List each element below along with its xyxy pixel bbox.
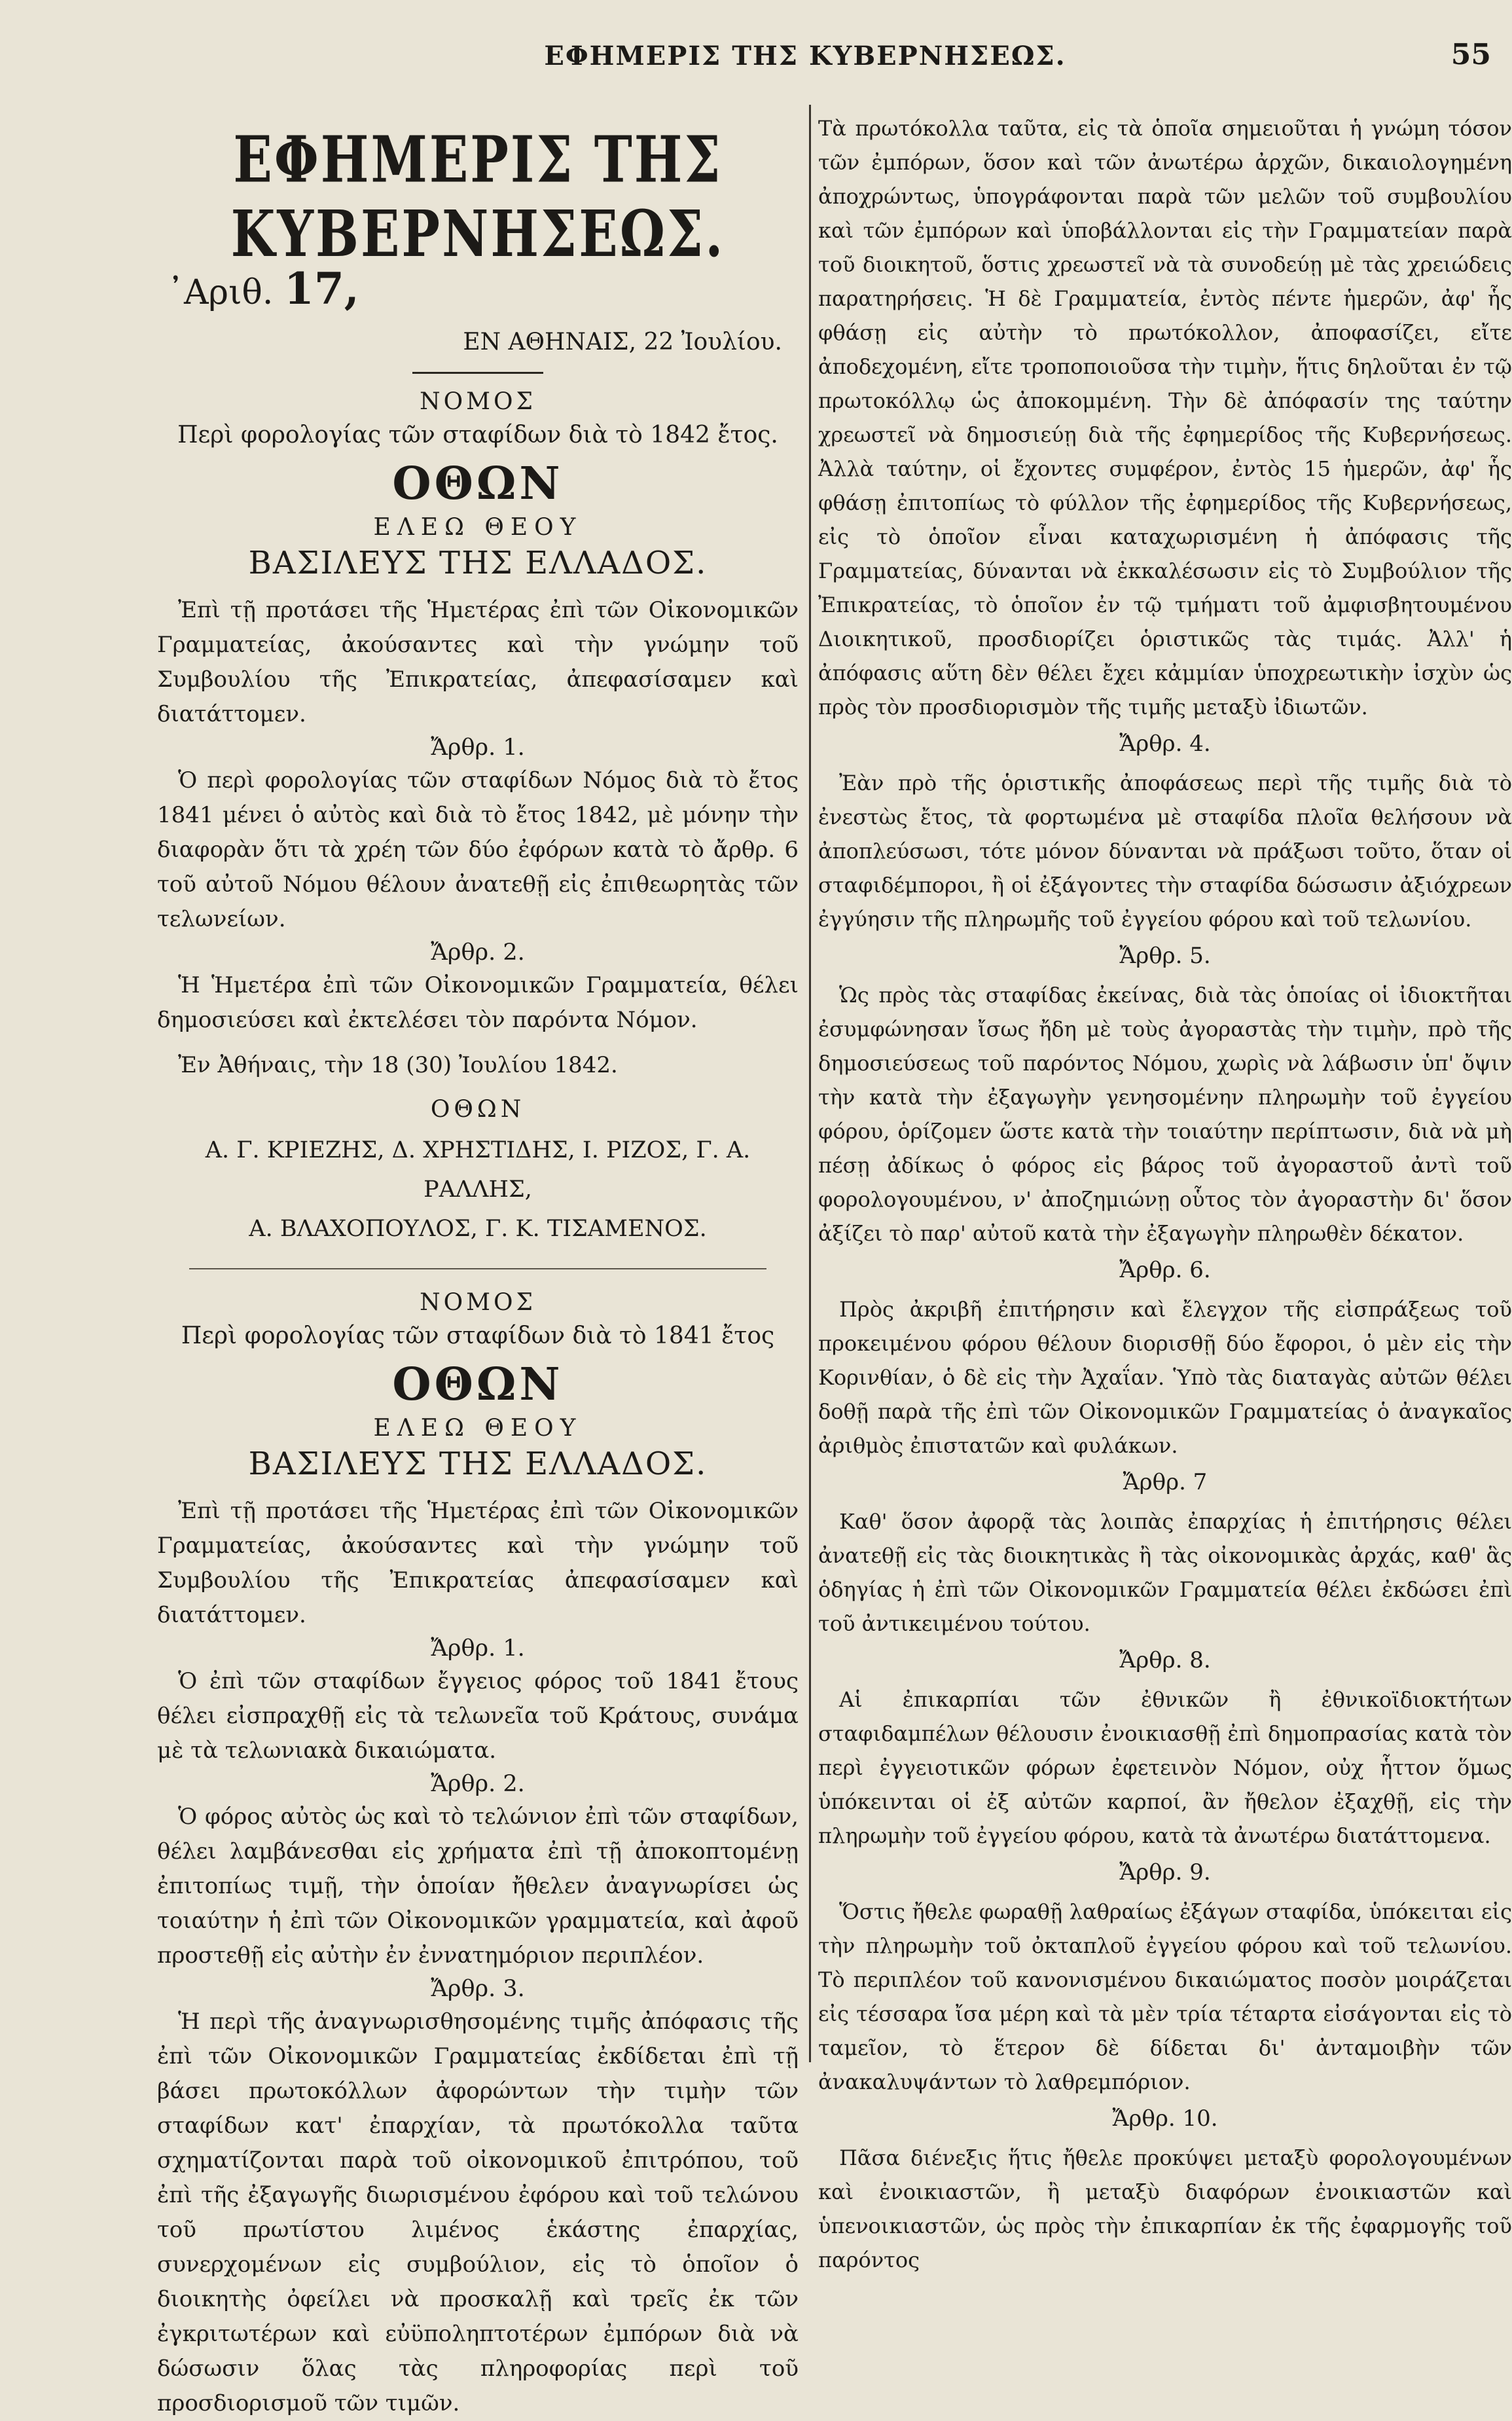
law2-grace: ΕΛΕΩ ΘΕΟΥ bbox=[373, 1415, 583, 1442]
masthead-info bbox=[157, 257, 799, 361]
left-column bbox=[157, 111, 799, 2421]
law2-king: ΟΘΩΝ bbox=[392, 1358, 564, 1411]
law1-article-1-heading: Ἄρθρ. 1. bbox=[431, 735, 525, 761]
law2-article-3-heading: Ἄρθρ. 3. bbox=[431, 1976, 525, 2002]
law1-king-title: ΒΑΣΙΛΕΥΣ ΤΗΣ ΕΛΛΑΔΟΣ. bbox=[248, 545, 708, 581]
law2-article-3: Ἡ περὶ τῆς ἀναγνωρισθησομένης τιμῆς ἀπόφασις τῆς ἐπὶ τῶν Οἰκονομικῶν Γραμματείας ἐκδίδεται ἐπὶ τῇ βάσει πρωτοκόλλων ἀφορώντων τὴν τιμὴν τῶν σταφίδων κατ' ἐπαρχίαν, τὰ πρωτόκολλα ταῦτα σχηματίζονται παρὰ τοῦ οἰκονομικοῦ ἐπιτρόπου, τοῦ ἐπὶ τῆς ἐξαγωγῆς διωρισμένου ἐφόρου καὶ τοῦ τελώνου τοῦ πρωτίστου λιμένος ἑκάστης ἐπαρχίας, συνερχομένων εἰς συμβούλιον, εἰς τὸ ὁποῖον ὁ διοικητὴς ὀφείλει νὰ προσκαλῇ καὶ τρεῖς ἐκ τῶν ἐγκριτωτέρων καὶ εὐϋποληπτοτέρων ἐμπόρων διὰ νὰ δώσωσιν ὅλας τὰς πληροφορίας περὶ τοῦ προσδιορισμοῦ τῶν τιμῶν. bbox=[157, 2009, 799, 2416]
section-divider bbox=[189, 1268, 766, 1269]
law2-article-8: Αἱ ἐπικαρπίαι τῶν ἐθνικῶν ἢ ἐθνικοϊδιοκτήτων σταφιδαμπέλων θέλουσιν ἐνοικιασθῇ ἐπὶ δημοπρασίας κατὰ τὸν περὶ ἐγγειοτικῶν φόρων ἐφετεινὸν Νόμον, οὐχ ἧττον ὅμως ὑπόκεινται οἱ ἐξ αὐτῶν καρποί, ἂν ἤθελον ἐξαχθῇ, εἰς τὴν πληρωμὴν τοῦ ἐγγείου φόρου, κατὰ τὰ ἀνωτέρω διατάττομενα. bbox=[818, 1687, 1512, 1848]
law2-article-7: Καθ' ὅσον ἀφορᾷ τὰς λοιπὰς ἐπαρχίας ἡ ἐπιτήρησις θέλει ἀνατεθῇ εἰς τὰς διοικητικὰς ἢ τὰς οἰκονομικὰς ἀρχάς, καθ' ἃς ὁδηγίας ἡ ἐπὶ τῶν Οἰκονομικῶν Γραμματεία θέλει ἐκδώσει ἐπὶ τοῦ ἀντικειμένου τούτου. bbox=[818, 1509, 1512, 1636]
column-divider bbox=[809, 105, 811, 2062]
law2-preamble: Ἐπὶ τῇ προτάσει τῆς Ἡμετέρας ἐπὶ τῶν Οἰκονομικῶν Γραμματείας, ἀκούσαντες καὶ τὴν γνώμην τοῦ Συμβουλίου τῆς Ἐπικρατείας ἀπεφασίσαμεν καὶ διατάττομεν. bbox=[157, 1498, 799, 1628]
law2-article-8-heading: Ἄρθρ. 8. bbox=[1119, 1647, 1211, 1673]
law2-article-3-continued: Τὰ πρωτόκολλα ταῦτα, εἰς τὰ ὁποῖα σημειοῦται ἡ γνώμη τόσον τῶν ἐμπόρων, ὅσον καὶ τῶν ἀνωτέρω ἀρχῶν, δικαιολογημένη ἀποχρώντως, ὑπογράφονται παρὰ τῶν μελῶν τοῦ συμβουλίου καὶ τῶν ἐμπόρων καὶ ὑποβάλλονται εἰς τὴν Γραμματείαν παρὰ τοῦ διοικητοῦ, ὅστις χρεωστεῖ νὰ τὰ συνοδεύῃ μὲ τὰς χρειώδεις παρατηρήσεις. Ἡ δὲ Γραμματεία, ἐντὸς πέντε ἡμερῶν, ἀφ' ἧς φθάσῃ εἰς αὐτὴν τὸ πρωτόκολλον, ἀποφασίζει, εἴτε ἀποδεχομένη, εἴτε τροποποιοῦσα τὴν τιμὴν, ἥτις δηλοῦται ἐν τῷ πρωτοκόλλῳ ὡς ἀποκομμένη. Τὴν δὲ ἀπόφασίν της ταύτην χρεωστεῖ νὰ δημοσιεύῃ διὰ τῆς ἐφημερίδος τῆς Κυβερνήσεως. Ἀλλὰ ταύτην, οἱ ἔχοντες συμφέρον, ἐντὸς 15 ἡμερῶν, ἀφ' ἧς φθάσῃ ἐπιτοπίως τὸ φύλλον τῆς ἐφημερίδος τῆς Κυβερνήσεως, εἰς τὸ ὁποῖον εἶναι καταχωρισμένη ἡ ἀπόφασις τῆς Γραμματείας, δύνανται νὰ ἐκκαλέσωσιν εἰς τὸ Συμβούλιον τῆς Ἐπικρατείας, τὸ ὁποῖον ἐν τῷ τμήματι τοῦ ἀμφισβητουμένου Διοικητικοῦ, προσδιορίζει ὁριστικῶς τὰς τιμάς. Ἀλλ' ἡ ἀπόφασις αὕτη δὲν θέλει ἔχει κἀμμίαν ὑποχρεωτικὴν ἰσχὺν ὡς πρὸς τὸν προσδιορισμὸν τῆς τιμῆς μεταξὺ ἰδιωτῶν. bbox=[818, 116, 1512, 719]
law1-preamble: Ἐπὶ τῇ προτάσει τῆς Ἡμετέρας ἐπὶ τῶν Οἰκονομικῶν Γραμματείας, ἀκούσαντες καὶ τὴν γνώμην τοῦ Συμβουλίου τῆς Ἐπικρατείας, ἀπεφασίσαμεν καὶ διατάττομεν. bbox=[157, 597, 799, 727]
page-number: 55 bbox=[1450, 38, 1491, 71]
law2-article-9-heading: Ἄρθρ. 9. bbox=[1119, 1859, 1211, 1885]
law2-article-1: Ὁ ἐπὶ τῶν σταφίδων ἔγγειος φόρος τοῦ 1841 ἔτους θέλει εἰσπραχθῇ εἰς τὰ τελωνεῖα τοῦ Κράτους, συνάμα μὲ τὰ τελωνιακὰ δικαιώματα. bbox=[157, 1668, 799, 1764]
law1-subject: Περὶ φορολογίας τῶν σταφίδων διὰ τὸ 1842 ἔτος. bbox=[177, 422, 778, 448]
masthead-title: ΕΦΗΜΕΡΙΣ ΤΗΣ ΚΥΒΕΡΝΗΣΕΩΣ. bbox=[230, 122, 725, 272]
law2-article-9: Ὅστις ἤθελε φωραθῇ λαθραίως ἐξάγων σταφίδα, ὑπόκειται εἰς τὴν πληρωμὴν τοῦ ὀκταπλοῦ ἐγγείου φόρου καὶ τοῦ τελωνίου. Τὸ περιπλέον τοῦ κανονισμένου δικαιώματος ποσὸν μοιράζεται εἰς τέσσαρα ἴσα μέρη καὶ τὰ μὲν τρία τέταρτα εἰσάγονται εἰς τὸ ταμεῖον, τὸ ἕτερον δὲ δίδεται δι' ἀνταμοιβὴν τῶν ἀνακαλυψάντων τὸ λαθρεμπόριον. bbox=[818, 1899, 1512, 2094]
law1-ministers-line-2: Α. ΒΛΑΧΟΠΟΥΛΟΣ, Γ. Κ. ΤΙΣΑΜΕΝΟΣ. bbox=[249, 1216, 707, 1242]
masthead-rule bbox=[412, 372, 543, 374]
issue-number bbox=[167, 263, 359, 314]
law1-article-2: Ἡ Ἡμετέρα ἐπὶ τῶν Οἰκονομικῶν Γραμματεία, θέλει δημοσιεύσει καὶ ἐκτελέσει τὸν παρόντα Νόμον. bbox=[157, 972, 799, 1033]
law2-article-2: Ὁ φόρος αὐτὸς ὡς καὶ τὸ τελώνιον ἐπὶ τῶν σταφίδων, θέλει λαμβάνεσθαι εἰς χρήματα ἐπὶ τῇ ἀποκοπτομένῃ ἐπιτοπίως τιμῇ, τὴν ὁποίαν ἤθελεν ἀναγνωρίσει ὡς τοιαύτην ἡ ἐπὶ τῶν Οἰκονομικῶν γραμματεία, καὶ ἀφοῦ προστεθῇ εἰς αὐτὴν ἐν ἐννατημόριον περιπλέον. bbox=[157, 1804, 799, 1969]
law2-article-10-heading: Ἄρθρ. 10. bbox=[1112, 2105, 1218, 2132]
law2-article-10: Πᾶσα διένεξις ἥτις ἤθελε προκύψει μεταξὺ φορολογουμένων καὶ ἐνοικιαστῶν, ἢ μεταξὺ διαφόρων ἐνοικιαστῶν καὶ ὑπενοικιαστῶν, ὡς πρὸς τὴν ἐπικαρπίαν ἐκ τῆς ἐφαρμογῆς τοῦ παρόντος bbox=[818, 2145, 1512, 2272]
law2-article-6-heading: Ἄρθρ. 6. bbox=[1119, 1257, 1211, 1283]
law1-signatory: ΟΘΩΝ bbox=[430, 1096, 526, 1123]
place-date: ΕΝ ΑΘΗΝΑΙΣ, 22 Ἰουλίου. bbox=[463, 329, 782, 355]
law1-king: ΟΘΩΝ bbox=[392, 458, 564, 510]
law1-dateline: Ἐν Ἀθήναις, τὴν 18 (30) Ἰουλίου 1842. bbox=[178, 1052, 618, 1078]
law1-ministers-line-1: Α. Γ. ΚΡΙΕΖΗΣ, Δ. ΧΡΗΣΤΙΔΗΣ, Ι. ΡΙΖΟΣ, Γ. Α. ΡΑΛΛΗΣ, bbox=[205, 1137, 751, 1203]
law2-article-1-heading: Ἄρθρ. 1. bbox=[431, 1635, 525, 1662]
law2-article-2-heading: Ἄρθρ. 2. bbox=[431, 1771, 525, 1797]
law2-article-6: Πρὸς ἀκριβῆ ἐπιτήρησιν καὶ ἔλεγχον τῆς εἰσπράξεως τοῦ προκειμένου φόρου θέλουν διορισθῇ δύο ἔφοροι, ὁ μὲν εἰς τὴν Κορινθίαν, ὁ δὲ εἰς τὴν Ἀχαΐαν. Ὑπὸ τὰς διαταγὰς αὐτῶν θέλει δοθῇ παρὰ τῆς ἐπὶ τῶν Οἰκονομικῶν Γραμματείας ὁ ἀναγκαῖος ἀριθμὸς ἐπιστατῶν καὶ φυλάκων. bbox=[818, 1297, 1512, 1458]
law2-subject: Περὶ φορολογίας τῶν σταφίδων διὰ τὸ 1841 ἔτος bbox=[181, 1322, 775, 1349]
law2-article-5: Ὡς πρὸς τὰς σταφίδας ἐκείνας, διὰ τὰς ὁποίας οἱ ἰδιοκτῆται ἐσυμφώνησαν ἴσως ἤδη μὲ τοὺς ἀγοραστὰς τὴν τιμὴν, πρὸ τῆς δημοσιεύσεως τοῦ παρόντος Νόμου, χωρὶς νὰ λάβωσιν ὑπ' ὄψιν τὴν κατὰ τὴν ἐξαγωγὴν γενησομένην πληρωμὴν τοῦ ἐγγείου φόρου, ὁρίζομεν ὥστε κατὰ τὴν τοιαύτην περίπτωσιν, διὰ νὰ μὴ πέσῃ ἀδίκως ὁ φόρος εἰς βάρος τοῦ ἀγοραστοῦ ἀντὶ τοῦ φορολογουμένου, ν' ἀποζημιώνῃ οὗτος τὸν ἀγοραστὴν δι' ὅσον ἀξίζει τὸ παρ' αὐτοῦ κατὰ τὴν ἐξαγωγὴν πληρωθὲν δέκατον. bbox=[818, 983, 1512, 1246]
law2-article-5-heading: Ἄρθρ. 5. bbox=[1119, 943, 1211, 969]
law2-article-4-heading: Ἄρθρ. 4. bbox=[1119, 731, 1211, 757]
law2-article-7-heading: Ἄρθρ. 7 bbox=[1123, 1469, 1208, 1495]
law2-king-title: ΒΑΣΙΛΕΥΣ ΤΗΣ ΕΛΛΑΔΟΣ. bbox=[248, 1446, 708, 1482]
issue-value: 17, bbox=[283, 263, 359, 314]
law2-heading: ΝΟΜΟΣ bbox=[420, 1289, 536, 1316]
law2-article-4: Ἐὰν πρὸ τῆς ὁριστικῆς ἀποφάσεως περὶ τῆς τιμῆς διὰ τὸ ἐνεστὼς ἔτος, τὰ φορτωμένα μὲ σταφίδα πλοῖα θελήσουν νὰ ἀποπλεύσωσι, τότε μόνον δύνανται νὰ πράξωσι τοῦτο, ὅταν οἱ σταφιδέμποροι, ἢ οἱ ἐξάγοντες τὴν σταφίδα δώσωσιν ἀξιόχρεων ἐγγύησιν τῆς πληρωμῆς τοῦ ἐγγείου φόρου καὶ τοῦ τελωνίου. bbox=[818, 771, 1512, 932]
law1-grace: ΕΛΕΩ ΘΕΟΥ bbox=[373, 514, 583, 541]
right-column bbox=[818, 111, 1512, 2277]
law1-heading: ΝΟΜΟΣ bbox=[420, 388, 536, 415]
law1-article-2-heading: Ἄρθρ. 2. bbox=[431, 939, 525, 966]
issue-label: ᾿Αριθ. bbox=[167, 273, 274, 312]
running-title: ΕΦΗΜΕΡΙΣ ΤΗΣ ΚΥΒΕΡΝΗΣΕΩΣ. bbox=[544, 41, 1066, 71]
law1-article-1: Ὁ περὶ φορολογίας τῶν σταφίδων Νόμος διὰ τὸ ἔτος 1841 μένει ὁ αὐτὸς καὶ διὰ τὸ ἔτος 1842, μὲ μόνην τὴν διαφορὰν ὅτι τὰ χρέη τῶν δύο ἐφόρων κατὰ τὸ ἄρθρ. 6 τοῦ αὐτοῦ Νόμου θέλουν ἀνατεθῇ εἰς ἐπιθεωρητὰς τῶν τελωνείων. bbox=[157, 767, 799, 932]
